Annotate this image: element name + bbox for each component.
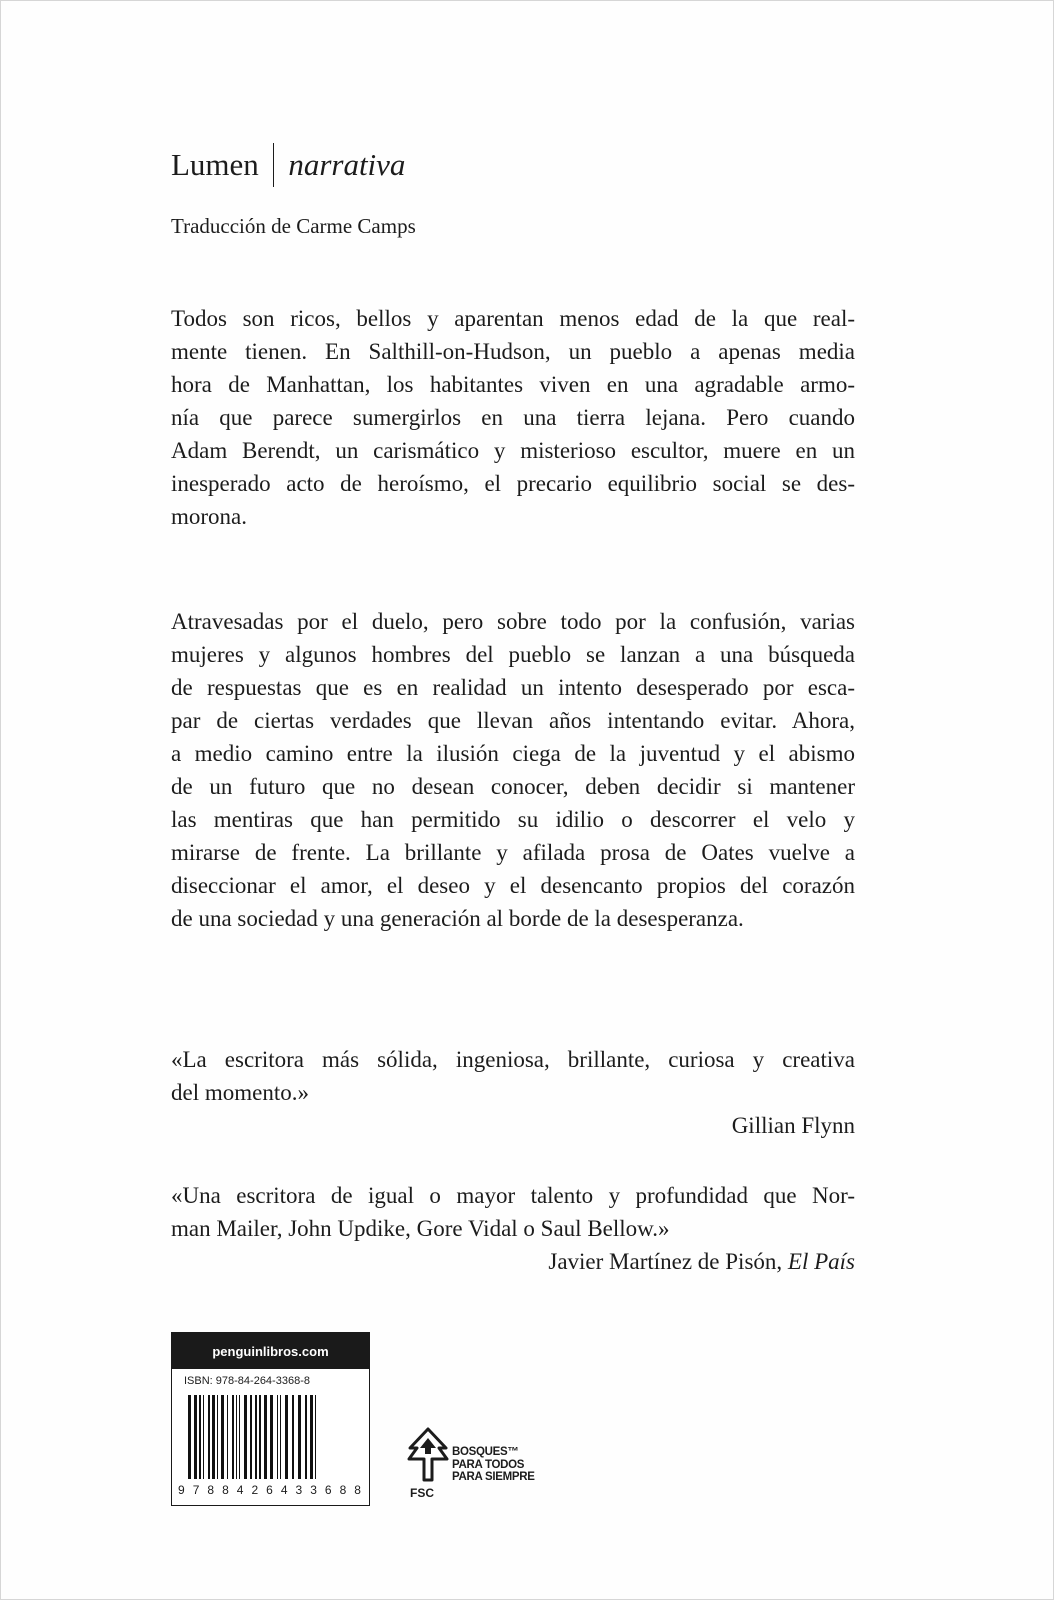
barcode-bar — [188, 1395, 191, 1479]
fsc-claim-line: PARA SIEMPRE — [452, 1471, 535, 1483]
barcode-bar — [236, 1395, 237, 1479]
synopsis-line: hora de Manhattan, los habitantes viven en una agradable armo- — [171, 372, 855, 397]
synopsis-line: de un futuro que no desean conocer, deben decidir si mantener — [171, 774, 855, 799]
synopsis-line: las mentiras que han permitido su idilio o descorrer el velo y — [171, 807, 855, 832]
barcode-bar — [305, 1395, 307, 1479]
publisher-name: Lumen — [171, 147, 259, 182]
barcode-bar — [203, 1395, 204, 1479]
synopsis-line: diseccionar el amor, el deseo y el desencanto propios del corazón — [171, 873, 855, 898]
barcode-digit: 8 — [207, 1483, 216, 1497]
synopsis-line: mirarse de frente. La brillante y afilada prosa de Oates vuelve a — [171, 840, 855, 865]
review-quote-2 — [171, 1179, 855, 1278]
fsc-claim-line: PARA TODOS — [452, 1458, 525, 1471]
barcode-digit: 7 — [192, 1483, 201, 1497]
collection-name: narrativa — [288, 147, 406, 182]
synopsis-line: de una sociedad y una generación al borde de la desesperanza. — [171, 906, 744, 931]
barcode-bar — [277, 1395, 278, 1479]
barcode-bar — [259, 1395, 261, 1479]
quote-author: Gillian Flynn — [731, 1113, 855, 1138]
quote-author: Javier Martínez de Pisón, — [548, 1249, 788, 1274]
barcode-bar — [250, 1395, 252, 1479]
barcode-bar — [280, 1395, 281, 1479]
barcode-bar — [217, 1395, 218, 1479]
fsc-claim-line: BOSQUES™ — [452, 1446, 519, 1458]
synopsis-line: mente tienen. En Salthill-on-Hudson, un pueblo a apenas media — [171, 339, 855, 364]
quote-line: «La escritora más sólida, ingeniosa, brillante, curiosa y creativa — [171, 1047, 855, 1072]
synopsis-line: Todos son ricos, bellos y aparentan menos edad de la que real- — [171, 306, 855, 331]
barcode-digit: 8 — [222, 1483, 230, 1497]
quote-attribution — [171, 1109, 855, 1142]
barcode-digit: 3 — [310, 1483, 318, 1497]
barcode-digit: 2 — [251, 1483, 260, 1497]
synopsis-paragraph-2 — [171, 605, 855, 935]
barcode-bar — [208, 1395, 210, 1479]
barcode-bar — [255, 1395, 257, 1479]
publisher-imprint — [171, 143, 405, 187]
barcode-image — [180, 1395, 362, 1483]
barcode-bar — [310, 1395, 313, 1479]
barcode-digit: 3 — [295, 1483, 304, 1497]
barcode-bar — [292, 1395, 294, 1479]
barcode-bar — [212, 1395, 215, 1479]
synopsis-line: de respuestas que es en realidad un intento desesperado por esca- — [171, 675, 855, 700]
translator-credit: Traducción de Carme Camps — [171, 214, 416, 238]
isbn-number: ISBN: 978-84-264-3368-8 — [184, 1375, 310, 1387]
imprint-divider — [273, 143, 275, 187]
barcode-bar — [298, 1395, 301, 1479]
barcode-bar — [264, 1395, 267, 1479]
barcode-bar — [194, 1395, 197, 1479]
fsc-tree-icon — [406, 1426, 450, 1486]
synopsis-line: Atravesadas por el duelo, pero sobre todo por la confusión, varias — [171, 609, 855, 634]
quote-attribution — [171, 1245, 855, 1278]
barcode-digit: 4 — [236, 1483, 245, 1497]
quote-line: «Una escritora de igual o mayor talento y profundidad que Nor- — [171, 1183, 855, 1208]
barcode-digit: 8 — [354, 1483, 362, 1497]
synopsis-line: mujeres y algunos hombres del pueblo se lanzan a una búsqueda — [171, 642, 855, 667]
fsc-claim — [452, 1446, 535, 1484]
synopsis-line: a medio camino entre la ilusión ciega de la juventud y el abismo — [171, 741, 855, 766]
quote-line: man Mailer, John Updike, Gore Vidal o Saul Bellow.» — [171, 1216, 670, 1241]
barcode-digit: 8 — [339, 1483, 348, 1497]
barcode-bar — [232, 1395, 234, 1479]
barcode-bar — [315, 1395, 316, 1479]
synopsis-line: morona. — [171, 504, 248, 529]
barcode-bar — [285, 1395, 288, 1479]
barcode-bar — [244, 1395, 247, 1479]
barcode-digit: 6 — [266, 1483, 274, 1497]
barcode-digit: 4 — [280, 1483, 289, 1497]
synopsis-line: Adam Berendt, un carismático y misterioso escultor, muere en un — [171, 438, 855, 463]
synopsis-line: par de ciertas verdades que llevan años intentando evitar. Ahora, — [171, 708, 855, 733]
quote-publication: El País — [787, 1249, 855, 1274]
publisher-website: penguinlibros.com — [172, 1333, 369, 1369]
barcode-bar — [270, 1395, 273, 1479]
barcode-bar — [239, 1395, 240, 1479]
quote-line: del momento.» — [171, 1080, 309, 1105]
fsc-certification-logo — [406, 1426, 556, 1506]
barcode-bar — [227, 1395, 228, 1479]
synopsis-paragraph-1 — [171, 302, 855, 533]
synopsis-line: nía que parece sumergirlos en una tierra lejana. Pero cuando — [171, 405, 855, 430]
barcode-digits — [178, 1483, 362, 1497]
barcode-bar — [199, 1395, 201, 1479]
barcode-bar — [221, 1395, 224, 1479]
review-quote-1 — [171, 1043, 855, 1142]
synopsis-line: inesperado acto de heroísmo, el precario equilibrio social se des- — [171, 471, 855, 496]
isbn-barcode-panel — [171, 1332, 370, 1506]
barcode-digit: 6 — [324, 1483, 333, 1497]
fsc-label: FSC — [410, 1486, 434, 1500]
barcode-digit: 9 — [178, 1483, 186, 1497]
